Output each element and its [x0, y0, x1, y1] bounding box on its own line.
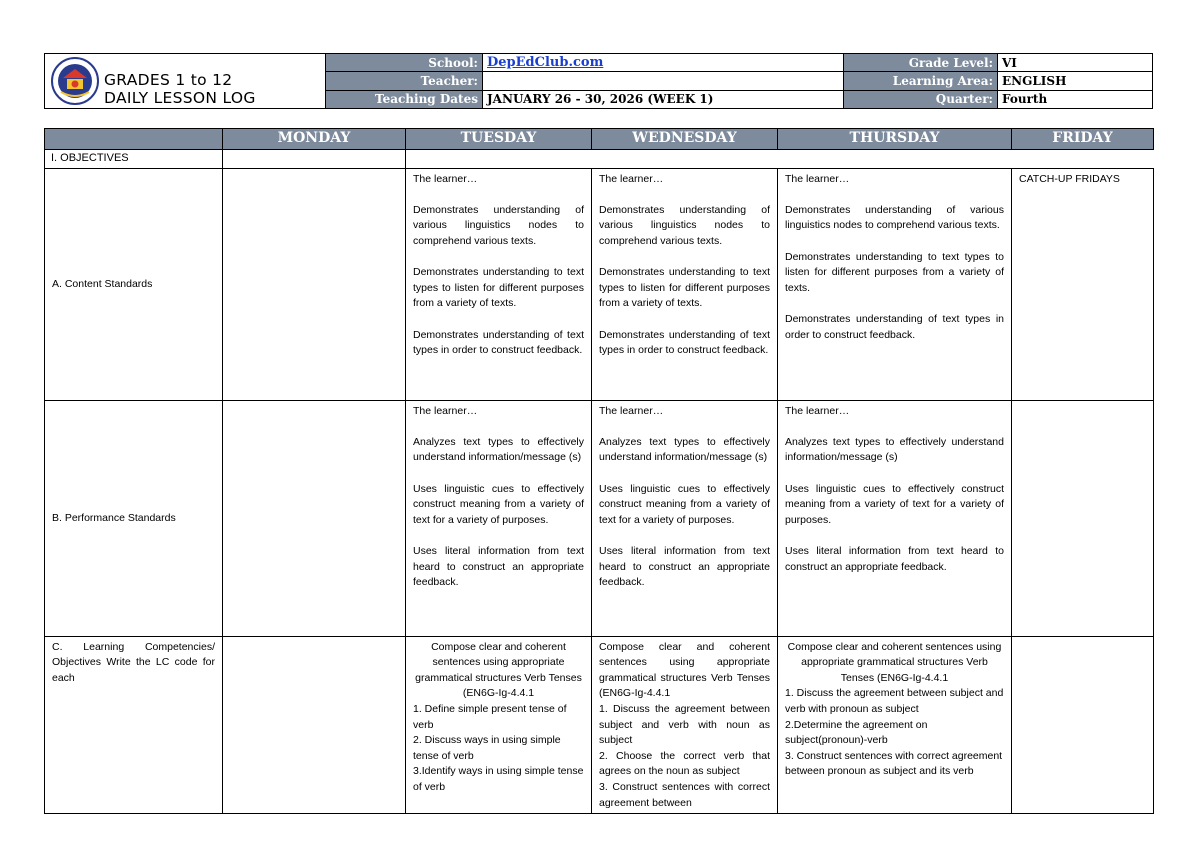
content-monday-cell	[223, 168, 406, 400]
performance-friday-cell	[1012, 400, 1154, 636]
day-header-wednesday: WEDNESDAY	[592, 129, 778, 150]
learning-area-value: ENGLISH	[998, 72, 1153, 90]
grade-level-value: VI	[998, 54, 1153, 72]
content-tuesday-cell: The learner… Demonstrates understanding of various linguistics nodes to comprehend various texts. Demonstrates understanding to text types to listen for different purposes from a variety of texts. Demonstrates understanding of text types in order to construct feedback.	[406, 168, 592, 400]
teacher-label: Teacher:	[326, 72, 483, 90]
teacher-value	[483, 72, 844, 90]
day-header-tuesday: TUESDAY	[406, 129, 592, 150]
performance-monday-cell	[223, 400, 406, 636]
teaching-dates-value: JANUARY 26 - 30, 2026 (WEEK 1)	[483, 90, 844, 108]
performance-thursday-cell: The learner… Analyzes text types to effectively understand information/message (s) Uses linguistic cues to effectively construct meaning from a variety of text for a variety of purposes. Uses literal information from text heard to construct an appropriate feedback.	[778, 400, 1012, 636]
school-label: School:	[326, 54, 483, 72]
quarter-label: Quarter:	[844, 90, 998, 108]
competencies-tuesday-cell: Compose clear and coherent sentences using appropriate grammatical structures Verb Tenses (EN6G-Ig-4.4.1 1. Define simple present tense of verb 2. Discuss ways in using simple tense of verb 3.Identify ways in using simple tense of verb	[406, 636, 592, 814]
performance-wednesday-cell: The learner… Analyzes text types to effectively understand information/message (s) Uses linguistic cues to effectively construct meaning from a variety of text for a variety of purposes. Uses literal information from text heard to construct an appropriate feedback.	[592, 400, 778, 636]
performance-tuesday-cell: The learner… Analyzes text types to effectively understand information/message (s) Uses linguistic cues to effectively construct meaning from a variety of text for a variety of purposes. Uses literal information from text heard to construct an appropriate feedback.	[406, 400, 592, 636]
competencies-friday-cell	[1012, 636, 1154, 814]
content-wednesday-cell: The learner… Demonstrates understanding of various linguistics nodes to comprehend various texts. Demonstrates understanding to text types to listen for different purposes from a variety of texts. Demonstrates understanding of text types in order to construct feedback.	[592, 168, 778, 400]
corner-cell	[45, 129, 223, 150]
competencies-wednesday-cell: Compose clear and coherent sentences using appropriate grammatical structures Verb Tenses (EN6G-Ig-4.4.1 1. Discuss the agreement between subject and verb with noun as subject 2. Choose the correct verb that agrees on the noun as subject 3. Construct sentences with correct agreement between	[592, 636, 778, 814]
dll-header	[44, 53, 1153, 109]
day-header-thursday: THURSDAY	[778, 129, 1012, 150]
learning-competencies-row	[45, 636, 1154, 814]
objectives-label: I. OBJECTIVES	[45, 150, 223, 169]
performance-standards-label: B. Performance Standards	[45, 400, 223, 636]
teaching-dates-label: Teaching Dates	[326, 90, 483, 108]
header-info-table	[325, 54, 1153, 108]
learning-area-label: Learning Area:	[844, 72, 998, 90]
content-thursday-cell: The learner… Demonstrates understanding of various linguistics nodes to comprehend various texts. Demonstrates understanding to text types to listen for different purposes from a variety of texts. Demonstrates understanding of text types in order to construct feedback.	[778, 168, 1012, 400]
quarter-value: Fourth	[998, 90, 1153, 108]
lesson-log-table	[44, 128, 1154, 814]
competencies-thursday-cell: Compose clear and coherent sentences using appropriate grammatical structures Verb Tenses (EN6G-Ig-4.4.1 1. Discuss the agreement between subject and verb with pronoun as subject 2.Determine the agreement on subject(pronoun)-verb 3. Construct sentences with correct agreement between pronoun as subject and its verb	[778, 636, 1012, 814]
learning-competencies-label: C. Learning Competencies/ Objectives Write the LC code for each	[45, 636, 223, 814]
logo-block	[45, 54, 325, 108]
objectives-row	[45, 150, 1154, 169]
deped-seal-icon	[49, 56, 101, 106]
day-header-row	[45, 129, 1154, 150]
content-standards-label: A. Content Standards	[45, 168, 223, 400]
day-header-monday: MONDAY	[223, 129, 406, 150]
day-header-friday: FRIDAY	[1012, 129, 1154, 150]
form-title-line2: DAILY LESSON LOG	[104, 89, 256, 107]
form-title-line1: GRADES 1 to 12	[104, 71, 233, 89]
school-link[interactable]: DepEdClub.com	[487, 55, 604, 71]
content-standards-row	[45, 168, 1154, 400]
grade-level-label: Grade Level:	[844, 54, 998, 72]
content-friday-cell: CATCH-UP FRIDAYS	[1012, 168, 1154, 400]
competencies-monday-cell	[223, 636, 406, 814]
performance-standards-row	[45, 400, 1154, 636]
